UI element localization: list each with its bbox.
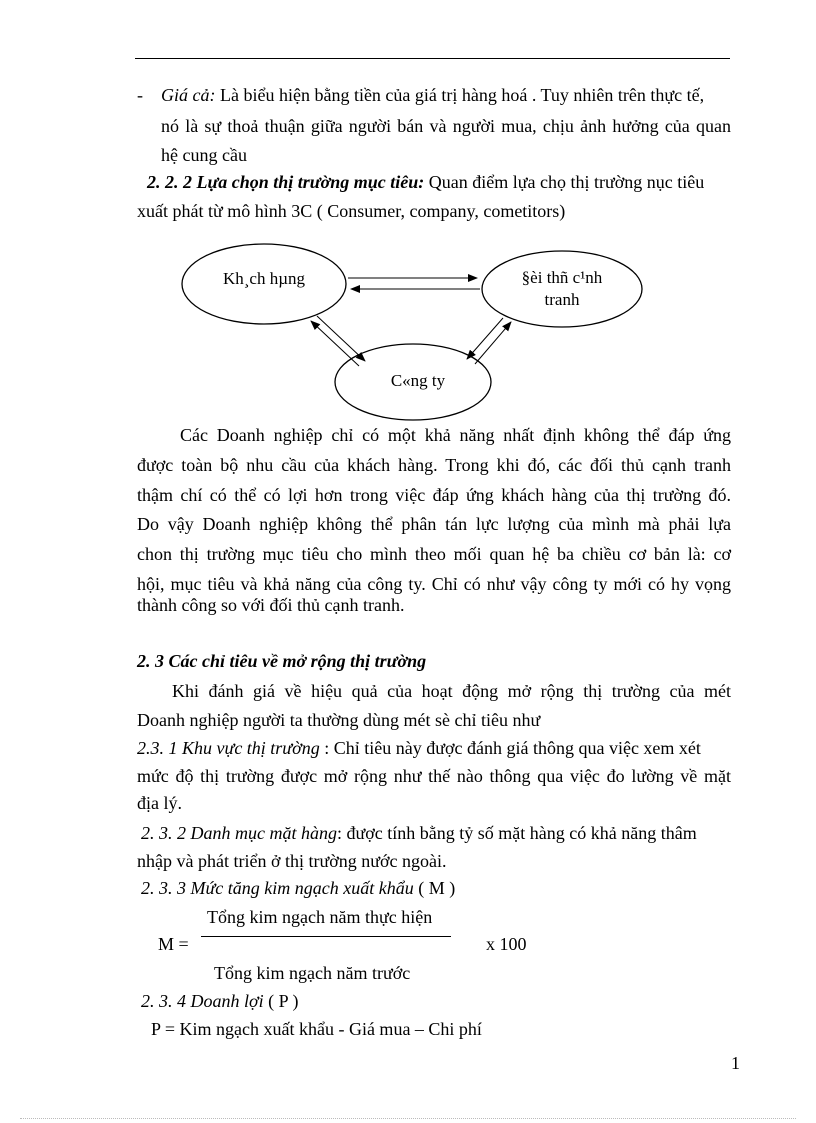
price-term: Giá cả: [161, 85, 216, 105]
bullet-price-line3: hệ cung cầu [161, 145, 247, 165]
para1-line: hội, mục tiêu và khả năng của công ty. Chỉ có như vậy công ty mới có hy vọng [137, 574, 731, 594]
fraction-bar [201, 936, 451, 937]
formula-denominator: Tổng kim ngạch năm trước [214, 963, 411, 983]
section-2-2-2-line1 [147, 171, 731, 193]
item-2-3-3-line1 [141, 877, 455, 899]
item-2-3-1-line1 [137, 737, 731, 759]
page-bottom-border [20, 1118, 796, 1119]
item-2-3-3-suffix: ( M ) [413, 878, 456, 898]
item-2-3-1-label: 2.3. 1 Khu vực thị trường [137, 738, 320, 758]
item-2-3-2-line1 [141, 822, 731, 844]
formula-multiplier: x 100 [486, 934, 527, 954]
formula-numerator: Tổng kim ngạch năm thực hiện [207, 907, 433, 927]
para1-line: được toàn bộ nhu cầu của khách hàng. Trong khi đó, các đối thủ cạnh tranh [137, 455, 731, 475]
bullet-dash: - [137, 85, 143, 105]
formula-lhs: M = [158, 934, 189, 954]
para1-line: thậm chí có thể có lợi hơn trong việc đáp ứng khách hàng của thị trường đó. [137, 485, 731, 505]
competitor-ellipse [482, 251, 642, 327]
item-2-3-3-label: 2. 3. 3 Mức tăng kim ngạch xuất khẩu [141, 878, 414, 898]
section-2-3-heading: 2. 3 Các chỉ tiêu về mở rộng thị trường [137, 651, 427, 671]
arrow-customer-to-company [317, 316, 365, 361]
section-2-2-2-heading: 2. 2. 2 Lựa chọn thị trường mục tiêu: [147, 172, 425, 192]
node-competitor-line2: tranh [544, 290, 580, 309]
item-2-3-1-text: : Chỉ tiêu này được đánh giá thông qua việc xem xét [319, 738, 701, 758]
item-2-3-2-label: 2. 3. 2 Danh mục mặt hàng [141, 823, 337, 843]
section-2-2-2-line2: xuất phát từ mô hình 3C ( Consumer, company, cometitors) [137, 201, 566, 221]
page-number: 1 [731, 1053, 740, 1073]
para1-line: thành công so với đối thủ cạnh tranh. [137, 595, 405, 615]
bullet-price-line2: nó là sự thoả thuận giữa người bán và người mua, chịu ảnh hưởng của quan [161, 116, 731, 136]
item-2-3-4-suffix: ( P ) [263, 991, 299, 1011]
section-2-2-2-text: Quan điểm lựa chọ thị trường nục tiêu [424, 172, 705, 192]
para1-line: Do vậy Doanh nghiệp không thể phân tán lực lượng của mình mà phải lựa [137, 514, 731, 534]
section-2-3-line1: Khi đánh giá về hiệu quả của hoạt động mở rộng thị trường của mét [172, 681, 731, 701]
price-line1-text: Là biểu hiện bằng tiền của giá trị hàng hoá . Tuy nhiên trên thực tế, [215, 85, 705, 105]
bullet-price-line1 [161, 84, 731, 106]
para1-line: chon thị trường mục tiêu cho mình theo mối quan hệ ba chiều cơ bản là: cơ [137, 544, 731, 564]
3c-diagram [175, 238, 645, 428]
item-2-3-2-text: : được tính bằng tỷ số mặt hàng có khả năng thâm [337, 823, 697, 843]
item-2-3-2-line2: nhập và phát triển ở thị trường nước ngoài. [137, 851, 447, 871]
node-competitor-line1: §èi thñ c¹nh [521, 268, 603, 287]
item-2-3-4-line1 [141, 990, 298, 1012]
item-2-3-4-formula: P = Kim ngạch xuất khẩu - Giá mua – Chi phí [151, 1019, 482, 1039]
header-rule [135, 58, 730, 59]
node-company: C«ng ty [390, 371, 446, 390]
node-customer: Kh¸ch hµng [222, 269, 306, 288]
para1-line: Các Doanh nghiệp chỉ có một khả năng nhất định không thể đáp ứng [180, 425, 731, 445]
item-2-3-4-label: 2. 3. 4 Doanh lợi [141, 991, 264, 1011]
section-2-3-line2: Doanh nghiệp người ta thường dùng mét sè chỉ tiêu như [137, 710, 541, 730]
arrow-company-to-customer [311, 321, 359, 366]
item-2-3-1-line3: địa lý. [137, 793, 182, 813]
item-2-3-1-line2: mức độ thị trường được mở rộng như thế nào thông qua việc đo lường về mặt [137, 766, 731, 786]
